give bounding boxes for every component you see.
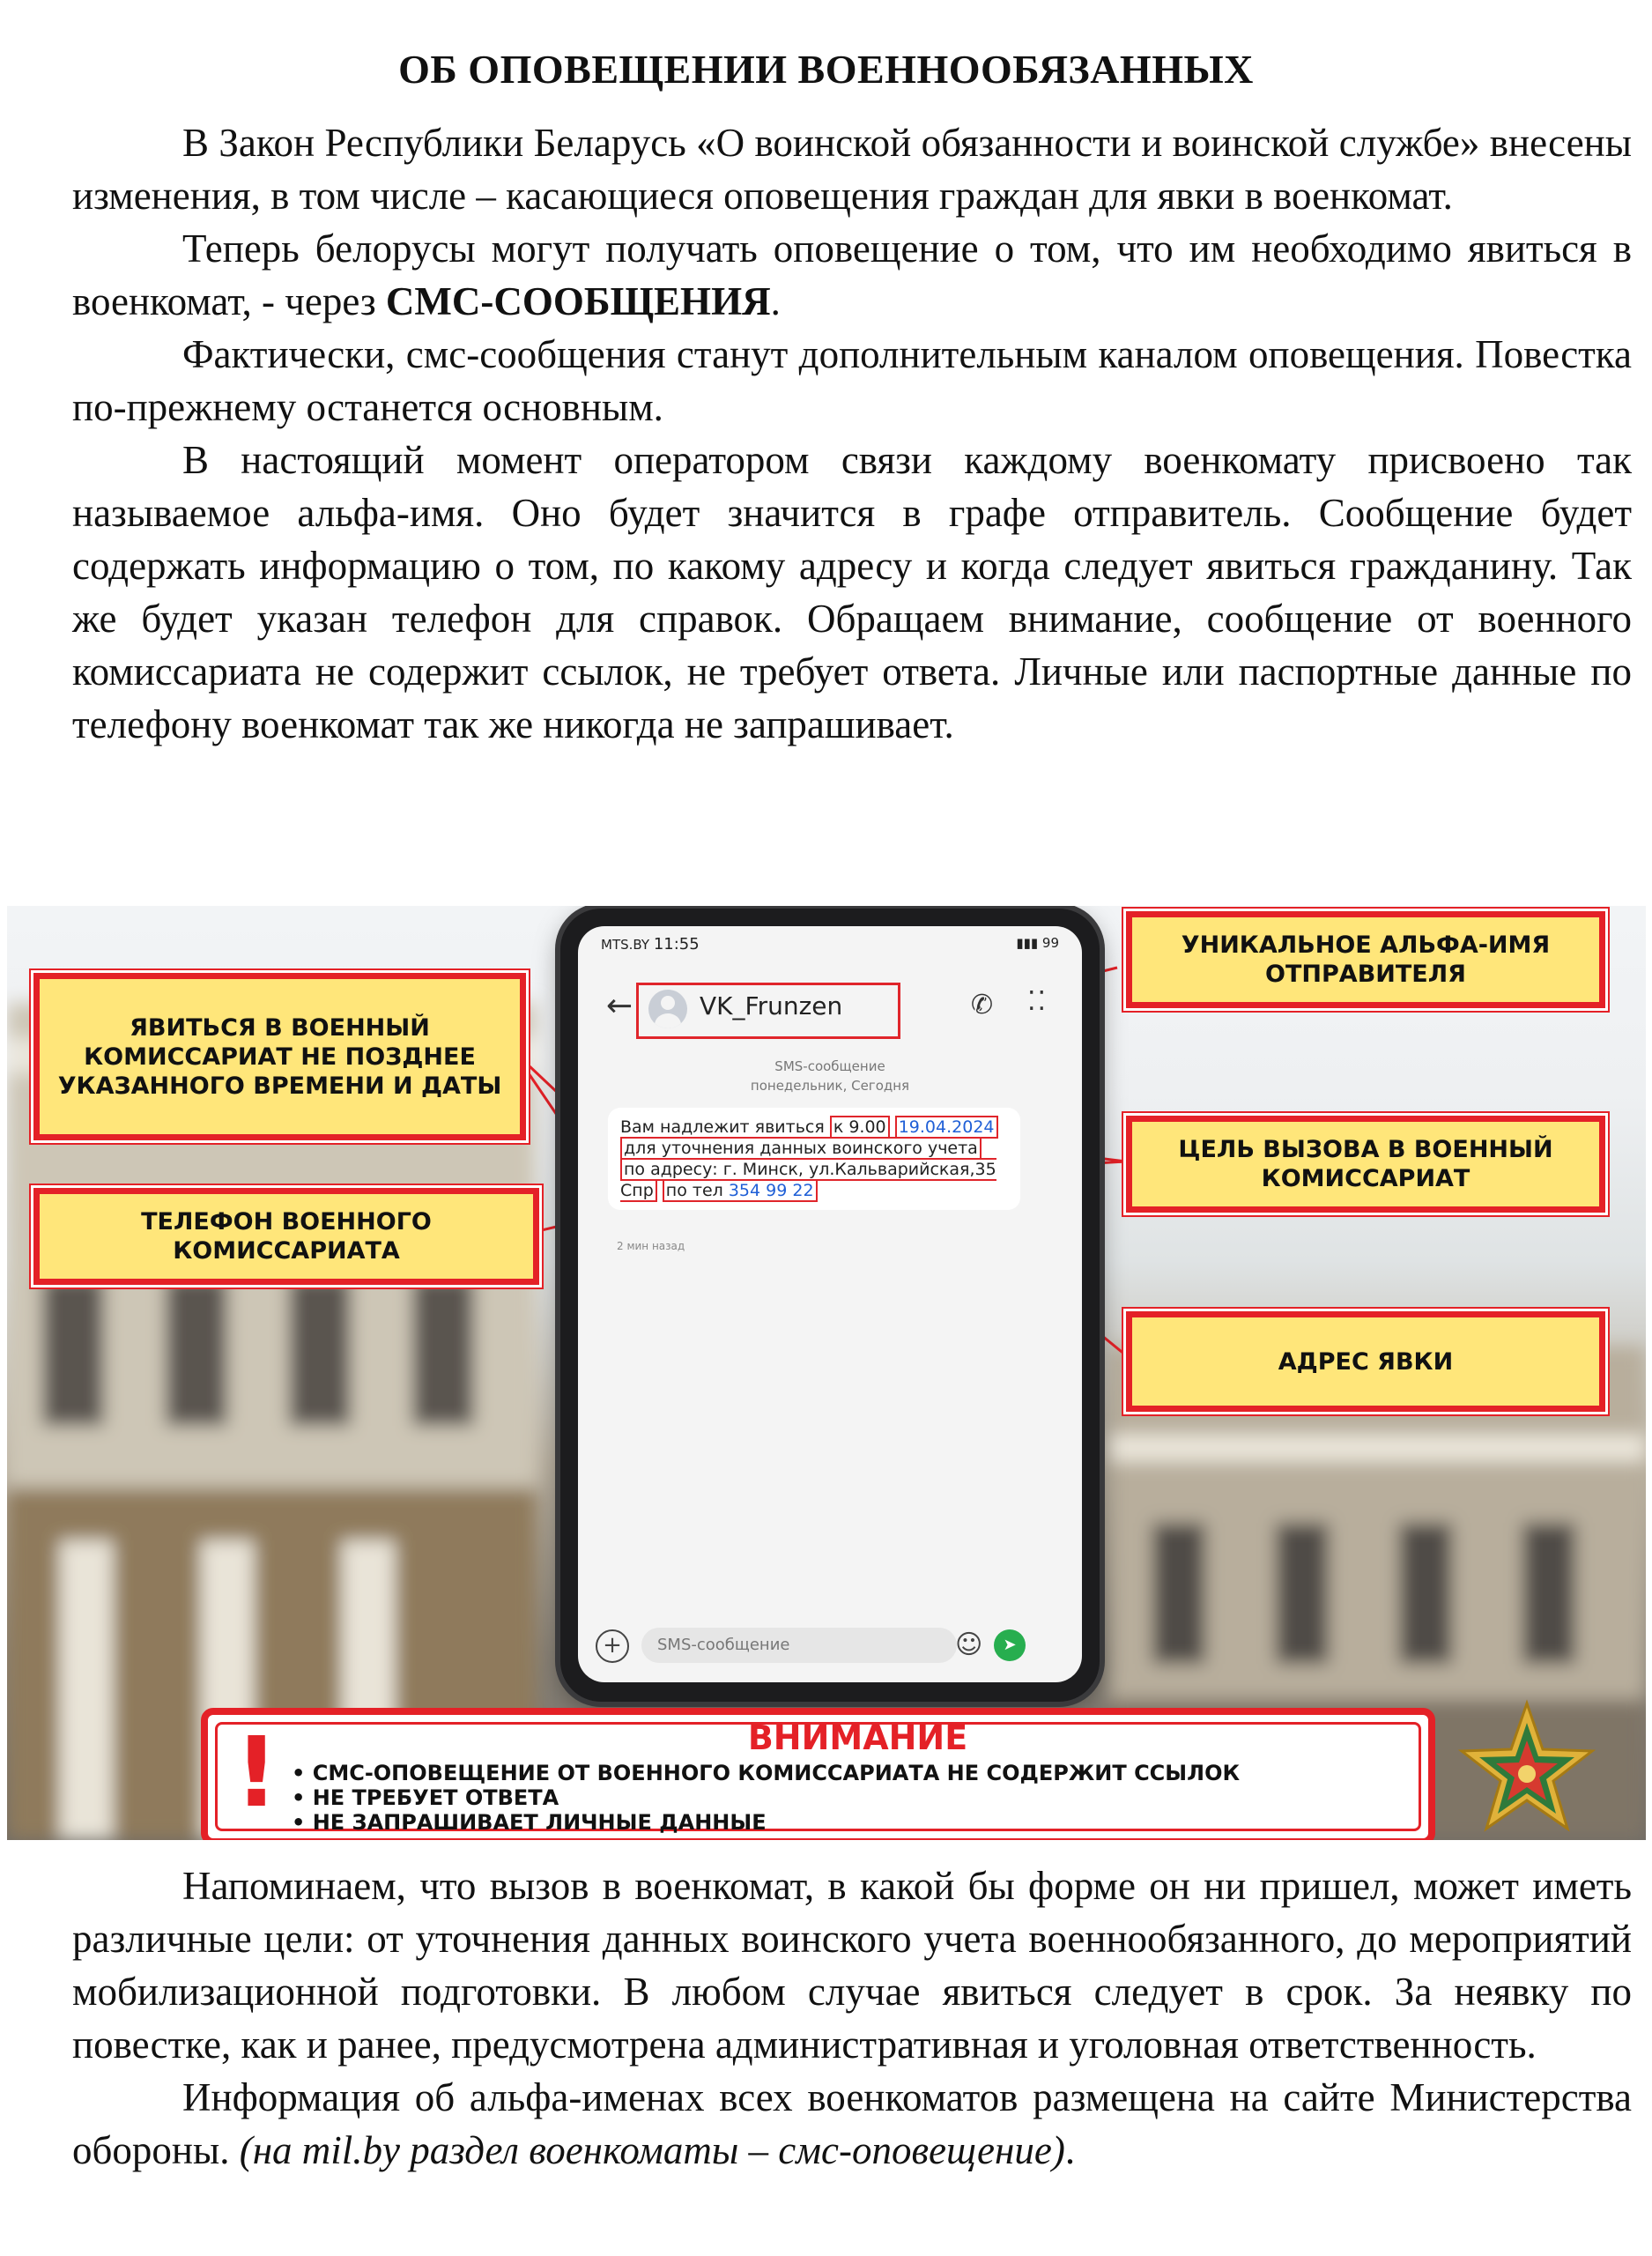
paragraph-2: Теперь белорусы могут получать оповещение о том, что им необходимо явиться в военкомат, - через СМС-СООБЩЕНИЯ.: [72, 226, 1632, 323]
status-bar: MTS.BY 11:55 ▮▮▮ 99: [601, 935, 1059, 954]
sender-highlight-box: [636, 983, 900, 1039]
paragraph-3: Фактически, смс-сообщения станут дополнительным каналом оповещения. Повестка по-прежнему останется основным.: [72, 332, 1632, 429]
paragraph-1: В Закон Республики Беларусь «О воинской обязанности и воинской службе» внесены изменения, в том числе – касающиеся оповещения граждан для явки в военкомат.: [72, 121, 1632, 218]
sms-emphasis: СМС-СООБЩЕНИЯ: [385, 279, 771, 323]
sms-input[interactable]: SMS-сообщение: [641, 1628, 957, 1663]
paragraph-6: Информация об альфа-именах всех военкоматов размещена на сайте Министерства обороны. (на mil.by раздел военкоматы – смс-оповещение).: [72, 2075, 1632, 2172]
callout-address: АДРЕС ЯВКИ: [1126, 1311, 1605, 1412]
back-arrow-icon[interactable]: ←: [606, 988, 633, 1024]
callout-sender: УНИКАЛЬНОЕ АЛЬФА-ИМЯ ОТПРАВИТЕЛЯ: [1126, 911, 1605, 1008]
callout-arrive: ЯВИТЬСЯ В ВОЕННЫЙ КОМИССАРИАТ НЕ ПОЗДНЕЕ УКАЗАННОГО ВРЕМЕНИ И ДАТЫ: [33, 973, 526, 1140]
callout-purpose: ЦЕЛЬ ВЫЗОВА В ВОЕННЫЙ КОМИССАРИАТ: [1126, 1116, 1605, 1213]
infographic: [7, 906, 1646, 1840]
smartphone-mockup: [560, 909, 1100, 1702]
intro-text: [72, 116, 1632, 751]
message-address: по адресу: г. Минск, ул.Кальварийская,35 Спр: [620, 1160, 996, 1200]
message-date[interactable]: 19.04.2024: [895, 1116, 998, 1139]
paragraph-5: Напоминаем, что вызов в военкомат, в какой бы форме он ни пришел, может иметь различные цели: от уточнения данных воинского учета военнообязанного, до мероприятий мобилизационной подготовки. В любом случае явиться следует в срок. За неявку по повестке, как и ранее, предусмотрена административная и уголовная ответственность.: [72, 1864, 1632, 2067]
message-phone: по тел 354 99 22: [663, 1179, 818, 1202]
page-title: ОБ ОПОВЕЩЕНИИ ВОЕННООБЯЗАННЫХ: [398, 47, 1254, 92]
ministry-emblem-icon: [1443, 1699, 1611, 1840]
message-time-ago: 2 мин назад: [617, 1240, 685, 1252]
phone-screen: [578, 926, 1082, 1682]
mil-by-reference: (на mil.by раздел военкоматы – смс-оповещение): [239, 2128, 1065, 2172]
emoji-icon[interactable]: ☺: [955, 1629, 983, 1660]
exclamation-icon: !: [234, 1716, 279, 1829]
message-time: к 9.00: [830, 1116, 890, 1139]
message-input-bar: [596, 1628, 1064, 1666]
sender-name: VK_Frunzen: [700, 991, 843, 1020]
battery-icon: ▮▮▮ 99: [1016, 935, 1059, 951]
more-options-icon[interactable]: ⁚⁚: [1027, 986, 1048, 1017]
add-attachment-icon[interactable]: +: [596, 1629, 629, 1663]
callout-phone: ТЕЛЕФОН ВОЕННОГО КОМИССАРИАТА: [33, 1188, 539, 1285]
warning-title: ВНИМАНИЕ: [747, 1718, 968, 1757]
conversation-header: [578, 981, 1082, 1034]
warning-item: • СМС-ОПОВЕЩЕНИЕ ОТ ВОЕННОГО КОМИССАРИАТА НЕ СОДЕРЖИТ ССЫЛОК: [292, 1761, 1240, 1785]
sms-meta: SMS-сообщение понедельник, Сегодня: [750, 1058, 910, 1094]
message-purpose: для уточнения данных воинского учета: [620, 1137, 982, 1160]
closing-text: [72, 1859, 1632, 2177]
warning-item: • НЕ ТРЕБУЕТ ОТВЕТА: [292, 1785, 1240, 1810]
send-icon[interactable]: ➤: [994, 1629, 1026, 1661]
paragraph-4: В настоящий момент оператором связи каждому военкомату присвоено так называемое альфа-имя. Оно будет значится в графе отправитель. Сообщение будет содержать информацию о том, по какому адресу и когда следует явиться гражданину. Так же будет указан телефон для справок. Обращаем внимание, сообщение от военного комиссариата не содержит ссылок, не требует ответа. Личные или паспортные данные по телефону военкомат так же никогда не запрашивает.: [72, 438, 1632, 746]
message-bubble: Вам надлежит явиться к 9.00 19.04.2024 для уточнения данных воинского учета по адресу: г. Минск, ул.Кальварийская,35 Спр по тел 354 99 22: [608, 1108, 1020, 1210]
warning-banner: [201, 1708, 1435, 1840]
warning-item: • НЕ ЗАПРАШИВАЕТ ЛИЧНЫЕ ДАННЫЕ: [292, 1810, 1240, 1835]
warning-list: [292, 1761, 1240, 1835]
phone-call-icon[interactable]: ✆: [971, 990, 994, 1020]
